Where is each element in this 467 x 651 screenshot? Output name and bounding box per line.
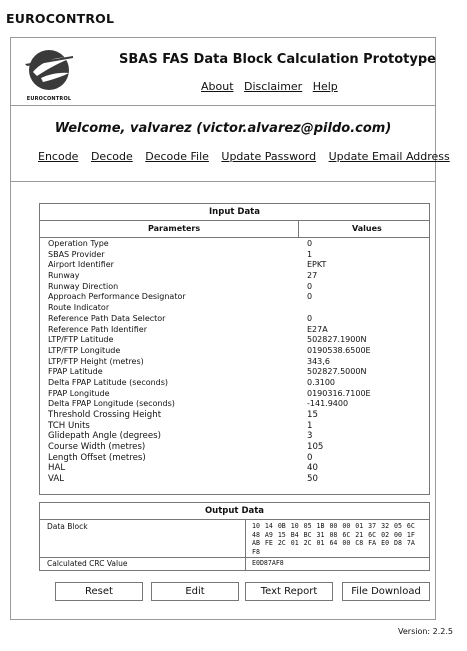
parameter-value: 105 xyxy=(307,442,324,453)
parameter-value: 502827.5000N xyxy=(307,367,367,377)
parameter-name: Reference Path Identifier xyxy=(48,324,147,334)
nav-decode-link[interactable]: Decode xyxy=(90,150,133,163)
nav-encode-link[interactable]: Encode xyxy=(38,150,79,163)
input-row xyxy=(40,463,429,474)
parameter-name: Runway Direction xyxy=(48,281,119,291)
output-data-title: Output Data xyxy=(40,503,429,520)
parameter-value: 0.3100 xyxy=(307,377,335,387)
eurocontrol-logo xyxy=(19,46,79,102)
parameter-value: 0190538.6500E xyxy=(307,345,371,355)
file-download-button[interactable]: File Download xyxy=(342,582,430,601)
app-header xyxy=(11,38,435,106)
parameter-name: FPAP Latitude xyxy=(48,367,103,377)
input-row xyxy=(40,325,429,336)
about-link[interactable]: About xyxy=(201,80,234,93)
input-row xyxy=(40,410,429,421)
parameter-value: -141.9400 xyxy=(307,399,349,409)
values-header: Values xyxy=(352,224,382,233)
input-table-header xyxy=(40,221,429,238)
nav-divider xyxy=(11,181,435,182)
parameter-value: 50 xyxy=(307,474,318,485)
parameter-value: 0 xyxy=(307,313,313,323)
input-row xyxy=(40,474,429,485)
parameter-name: TCH Units xyxy=(48,420,90,431)
input-row xyxy=(40,250,429,261)
text-report-button[interactable]: Text Report xyxy=(245,582,333,601)
input-row xyxy=(40,378,429,389)
parameter-value: 0 xyxy=(307,281,313,291)
parameter-name: Length Offset (metres) xyxy=(48,452,146,463)
parameter-name: Airport Identifier xyxy=(48,260,114,270)
input-row xyxy=(40,399,429,410)
input-row xyxy=(40,367,429,378)
brand-title: EUROCONTROL xyxy=(6,11,115,26)
input-row xyxy=(40,271,429,282)
data-block-label: Data Block xyxy=(47,522,88,531)
parameter-name: FPAP Longitude xyxy=(48,388,110,398)
input-row xyxy=(40,389,429,400)
parameter-name: Route Indicator xyxy=(48,303,110,313)
parameter-name: LTP/FTP Latitude xyxy=(48,335,114,345)
crc-value: E0D87AF8 xyxy=(252,559,284,567)
input-row xyxy=(40,260,429,271)
parameter-value: E27A xyxy=(307,324,328,334)
input-row xyxy=(40,442,429,453)
parameter-value: 0 xyxy=(307,239,313,248)
parameter-name: Operation Type xyxy=(48,239,109,248)
crc-row xyxy=(40,558,429,570)
help-link[interactable]: Help xyxy=(312,80,338,93)
main-nav xyxy=(38,150,459,163)
parameter-name: Reference Path Data Selector xyxy=(48,313,166,323)
version-label: Version: 2.2.5 xyxy=(398,627,454,636)
data-block-value: 10 14 0B 10 05 1B 00 00 01 37 32 05 6C 48 A9 15 B4 BC 31 08 6C 21 6C 02 00 1F AB FE 2C 01 2C 01 64 00 C8 FA E0 D8 7A F8 xyxy=(252,522,415,556)
parameter-name: Threshold Crossing Height xyxy=(48,410,162,420)
parameter-value: 0 xyxy=(307,452,313,463)
parameter-value: 1 xyxy=(307,420,313,431)
parameter-value: 0 xyxy=(307,292,313,302)
parameter-value: EPKT xyxy=(307,260,327,270)
input-row xyxy=(40,357,429,368)
input-rows xyxy=(40,239,429,485)
logo-text: EUROCONTROL xyxy=(26,96,72,102)
parameter-name: Course Width (metres) xyxy=(48,442,146,453)
nav-decode-file-link[interactable]: Decode File xyxy=(145,150,209,163)
parameter-value: 27 xyxy=(307,271,318,281)
parameter-name: LTP/FTP Longitude xyxy=(48,345,121,355)
main-frame xyxy=(10,37,450,620)
eurocontrol-logo-icon xyxy=(19,46,79,96)
input-row xyxy=(40,282,429,293)
output-data-panel xyxy=(39,502,430,571)
parameter-value: 40 xyxy=(307,463,318,474)
input-row xyxy=(40,421,429,432)
parameter-value: 343,6 xyxy=(307,356,330,366)
disclaimer-link[interactable]: Disclaimer xyxy=(244,80,303,93)
parameter-name: LTP/FTP Height (metres) xyxy=(48,356,144,366)
header-links xyxy=(201,80,345,93)
parameter-name: Approach Performance Designator xyxy=(48,292,186,302)
edit-button[interactable]: Edit xyxy=(151,582,239,601)
parameter-name: SBAS Provider xyxy=(48,249,105,259)
input-data-panel xyxy=(39,203,430,495)
nav-update-email-link[interactable]: Update Email Address xyxy=(328,150,450,163)
input-data-title: Input Data xyxy=(40,204,429,221)
input-row xyxy=(40,303,429,314)
input-row xyxy=(40,239,429,250)
input-row xyxy=(40,335,429,346)
parameter-value: 502827.1900N xyxy=(307,335,367,345)
parameter-value: 3 xyxy=(307,431,313,442)
input-row xyxy=(40,453,429,464)
input-row xyxy=(40,314,429,325)
crc-label: Calculated CRC Value xyxy=(47,559,128,568)
welcome-message: Welcome, valvarez (victor.alvarez@pildo.com) xyxy=(54,121,392,136)
parameters-header: Parameters xyxy=(148,224,201,233)
input-row xyxy=(40,431,429,442)
parameter-name: VAL xyxy=(48,474,64,485)
input-row xyxy=(40,292,429,303)
data-block-row xyxy=(40,520,429,558)
parameter-name: Runway xyxy=(48,271,80,281)
parameter-value: 15 xyxy=(307,410,318,420)
parameter-value: 1 xyxy=(307,249,313,259)
parameter-name: HAL xyxy=(48,463,66,474)
input-row xyxy=(40,346,429,357)
parameter-name: Delta FPAP Longitude (seconds) xyxy=(48,399,175,409)
reset-button[interactable]: Reset xyxy=(55,582,143,601)
nav-update-password-link[interactable]: Update Password xyxy=(221,150,317,163)
app-title: SBAS FAS Data Block Calculation Prototype xyxy=(119,52,436,67)
column-divider xyxy=(298,221,299,238)
parameter-value: 0190316.7100E xyxy=(307,388,371,398)
parameter-name: Glidepath Angle (degrees) xyxy=(48,431,161,442)
parameter-name: Delta FPAP Latitude (seconds) xyxy=(48,377,169,387)
